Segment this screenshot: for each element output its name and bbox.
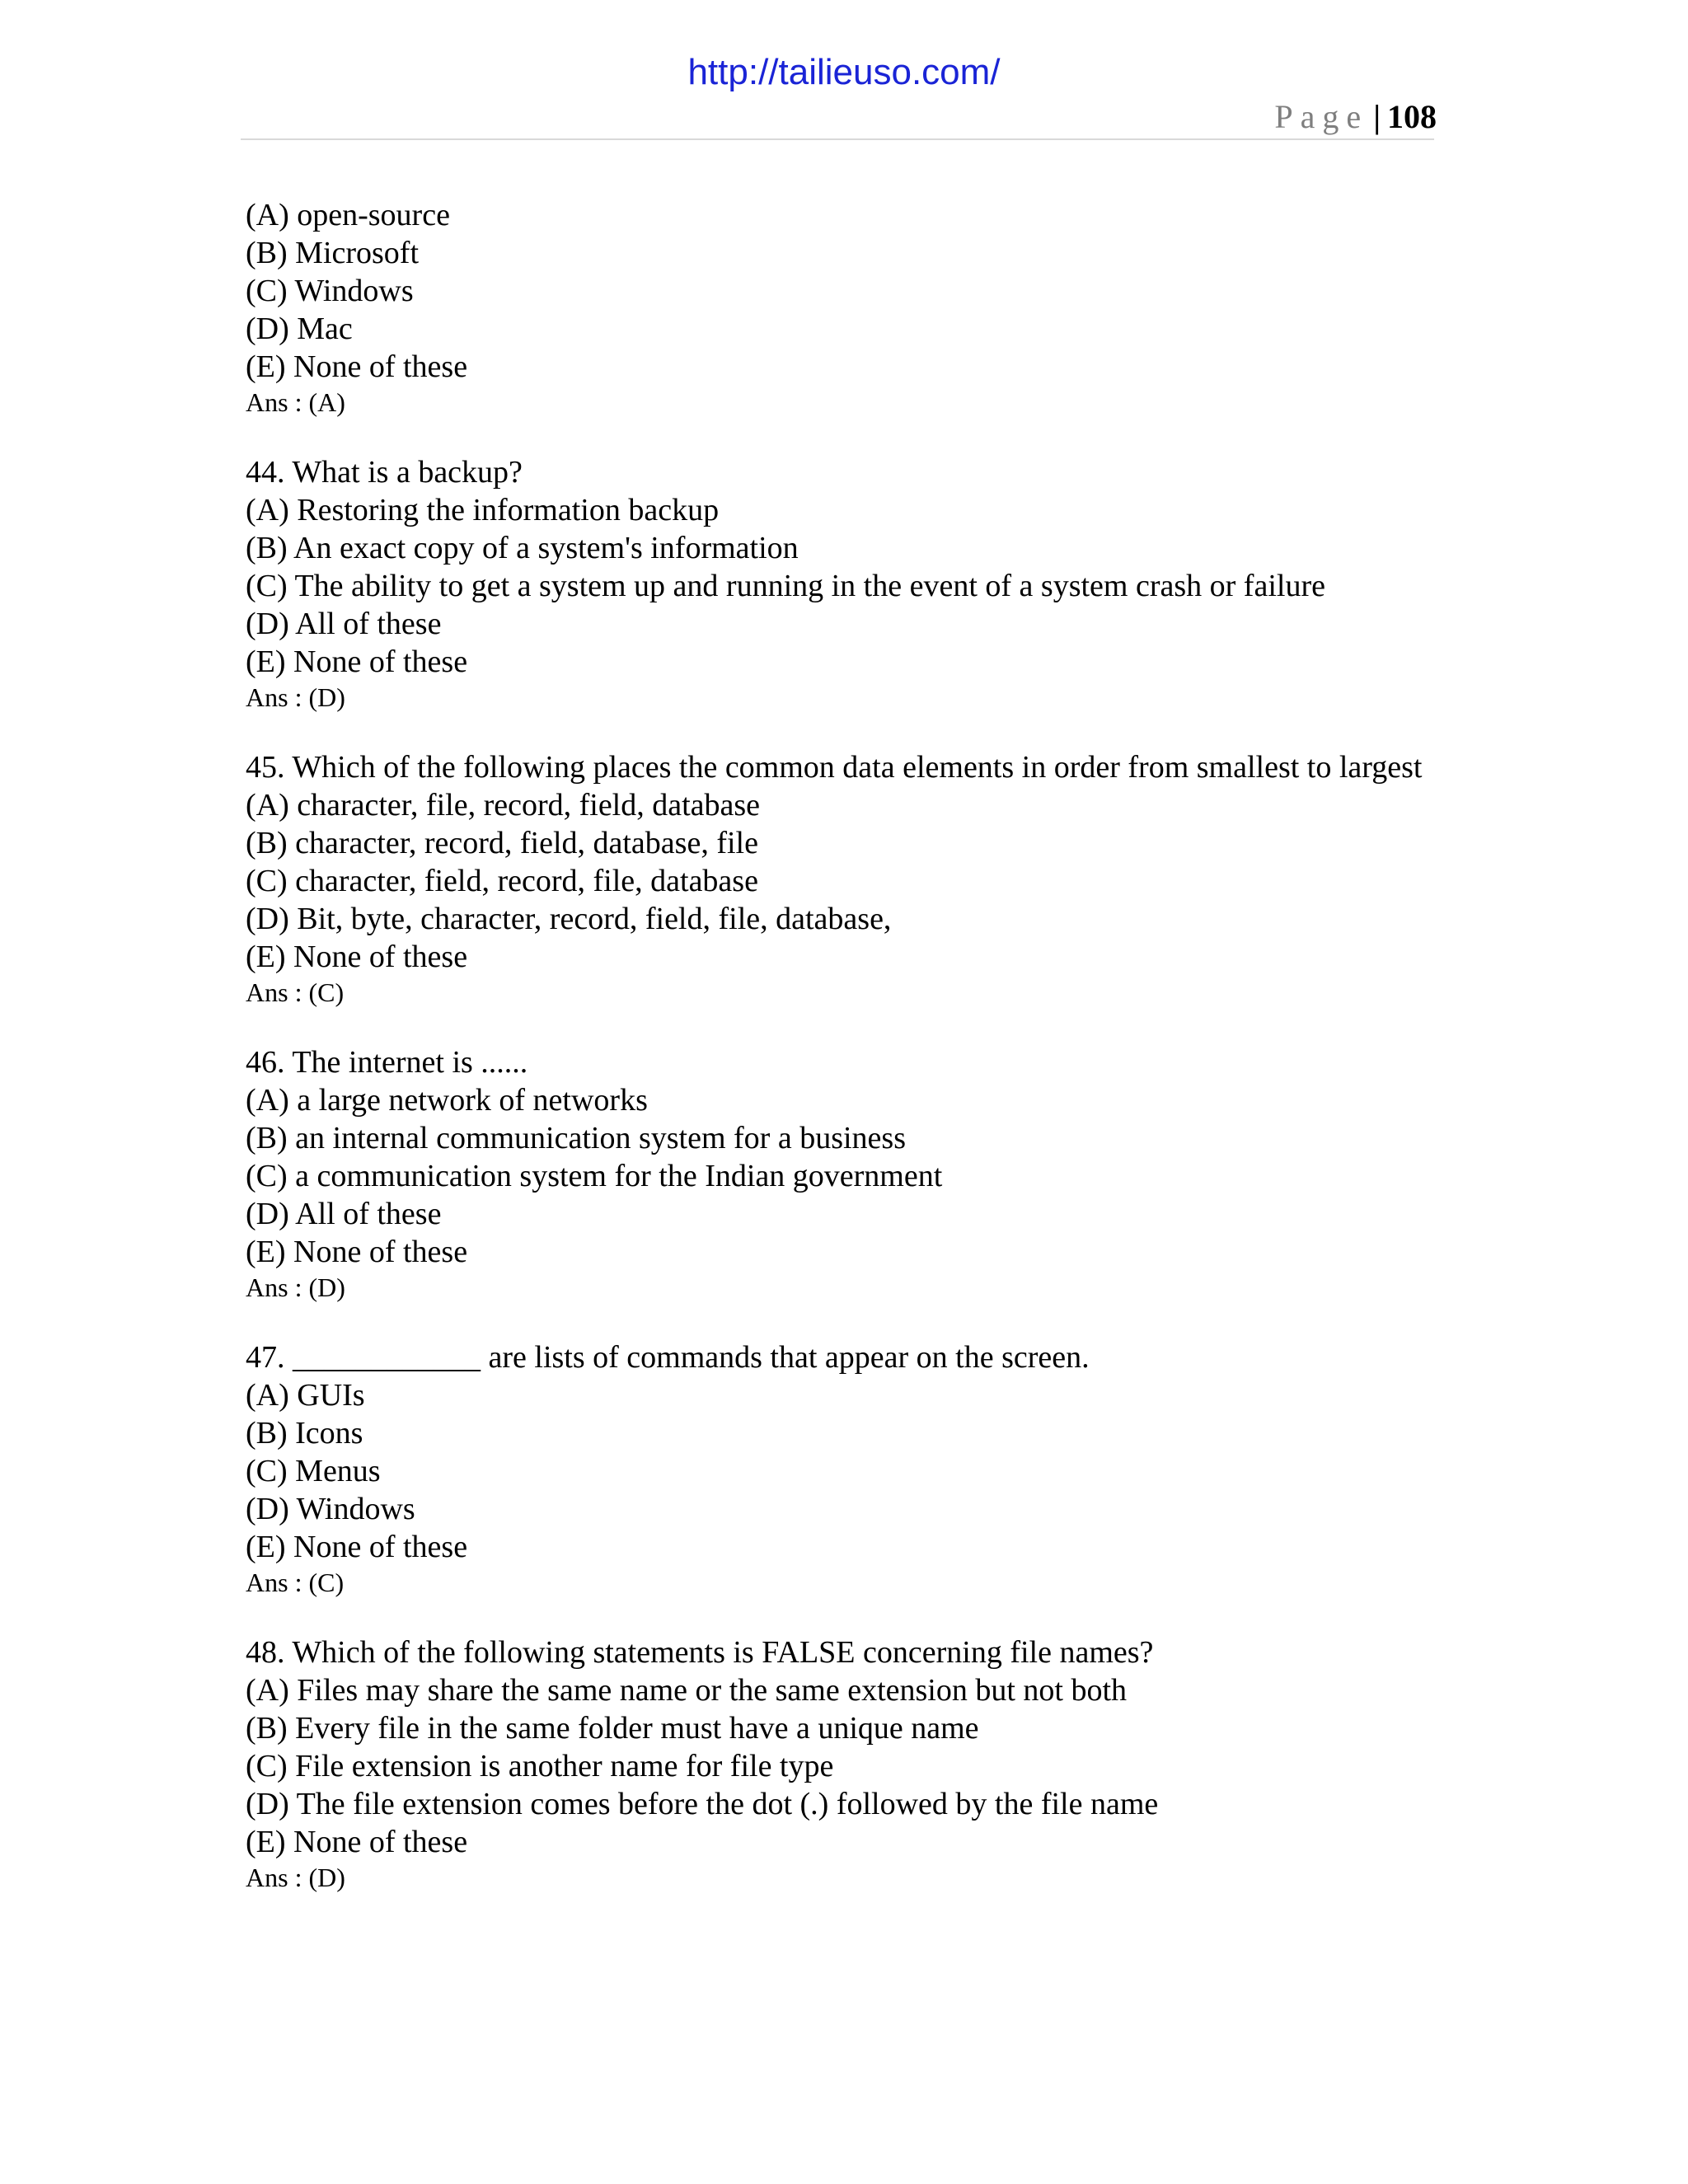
answer-line: Ans : (D) <box>246 1272 345 1302</box>
option-a: (A) character, file, record, field, database <box>246 788 761 823</box>
question-block-48 <box>246 1633 1432 1894</box>
header-url-link[interactable]: http://tailieuso.com/ <box>687 52 1001 92</box>
option-d: (D) All of these <box>246 1197 442 1231</box>
question-text: 44. What is a backup? <box>246 455 523 490</box>
page-number: 108 <box>1387 98 1437 135</box>
page-separator: | <box>1373 98 1381 135</box>
option-a: (A) Files may share the same name or the same extension but not both <box>246 1673 1128 1708</box>
option-b: (B) An exact copy of a system's information <box>246 531 799 565</box>
option-e: (E) None of these <box>246 940 468 974</box>
option-c: (C) File extension is another name for file type <box>246 1749 834 1783</box>
question-block-44 <box>246 453 1432 714</box>
option-d: (D) Mac <box>246 312 353 346</box>
option-e: (E) None of these <box>246 1825 468 1859</box>
option-e: (E) None of these <box>246 1235 468 1269</box>
question-block-46 <box>246 1043 1432 1304</box>
option-d: (D) Windows <box>246 1492 415 1526</box>
option-a: (A) open-source <box>246 198 450 232</box>
answer-line: Ans : (D) <box>246 682 345 712</box>
option-b: (B) an internal communication system for a business <box>246 1121 906 1155</box>
option-a: (A) Restoring the information backup <box>246 493 720 527</box>
option-b: (B) Microsoft <box>246 236 420 270</box>
answer-line: Ans : (D) <box>246 1863 345 1892</box>
option-e: (E) None of these <box>246 644 468 679</box>
question-block-45 <box>246 748 1432 1009</box>
question-text: 47. ____________ are lists of commands that appear on the screen. <box>246 1340 1090 1375</box>
option-b: (B) Icons <box>246 1416 363 1451</box>
answer-line: Ans : (C) <box>246 1568 345 1597</box>
question-text: 46. The internet is ...... <box>246 1045 528 1080</box>
option-b: (B) Every file in the same folder must have a unique name <box>246 1711 979 1746</box>
question-block-47 <box>246 1338 1432 1599</box>
option-d: (D) The file extension comes before the dot (.) followed by the file name <box>246 1787 1159 1821</box>
option-a: (A) a large network of networks <box>246 1083 648 1118</box>
option-c: (C) a communication system for the Indian government <box>246 1159 943 1193</box>
question-list <box>246 196 1432 1929</box>
page-word: Page <box>1274 98 1369 135</box>
answer-line: Ans : (C) <box>246 977 345 1007</box>
option-d: (D) Bit, byte, character, record, field, file, database, <box>246 902 892 936</box>
option-a: (A) GUIs <box>246 1378 365 1413</box>
option-c: (C) The ability to get a system up and running in the event of a system crash or failure <box>246 569 1325 603</box>
option-e: (E) None of these <box>246 1530 468 1564</box>
question-block-43 <box>246 196 1432 419</box>
question-text: 48. Which of the following statements is FALSE concerning file names? <box>246 1635 1154 1670</box>
option-c: (C) Windows <box>246 274 414 308</box>
option-b: (B) character, record, field, database, file <box>246 826 758 860</box>
option-c: (C) Menus <box>246 1454 381 1488</box>
option-c: (C) character, field, record, file, database <box>246 864 758 898</box>
option-e: (E) None of these <box>246 349 468 384</box>
option-d: (D) All of these <box>246 607 442 641</box>
page-number-label <box>1274 98 1437 135</box>
header-divider <box>241 138 1434 140</box>
answer-line: Ans : (A) <box>246 387 345 417</box>
question-text: 45. Which of the following places the common data elements in order from smallest to largest <box>246 750 1423 785</box>
